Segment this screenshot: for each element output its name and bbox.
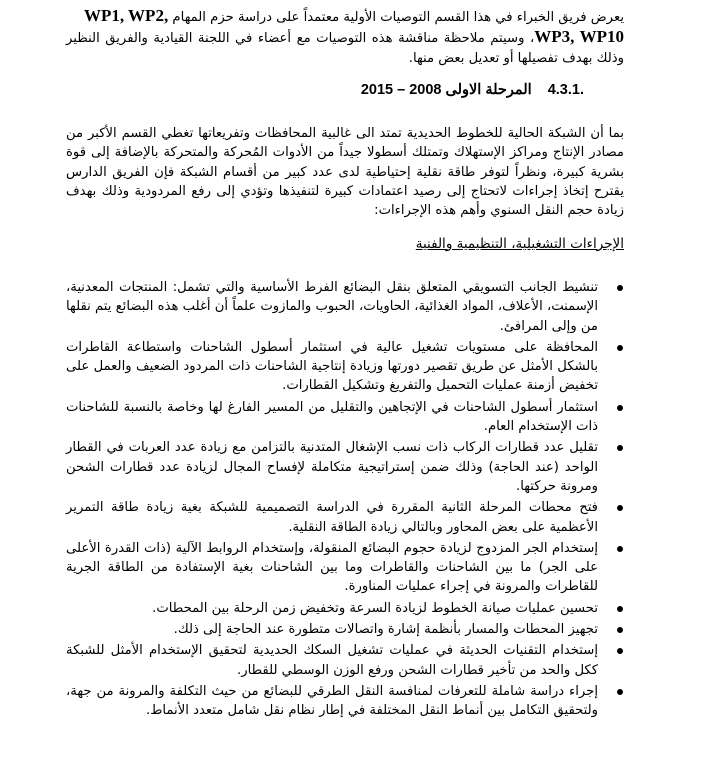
list-item-text: إجراء دراسة شاملة للتعرفات لمنافسة النقل الطرقي للبضائع من حيث التكلفة والمرونة من جهة، ولتحقيق التكامل بين أنماط النقل المختلفة في إطار نظام نقل شامل متعدد الأنماط. <box>66 683 598 719</box>
bullet-icon <box>617 285 623 291</box>
list-item <box>66 338 624 396</box>
bullet-icon <box>617 445 623 451</box>
list-item-text: المحافظة على مستويات تشغيل عالية في استثمار أسطول الشاحنات واستطاعة القاطرات بالشكل الأمثل عن طريق تقصير دورتها وزيادة إنتاجية الشاحنات ذات المردود الضعيف والعمل على تخفيض أزمنة عمليات التحميل والتفريغ وتشكيل القطارات. <box>66 339 598 394</box>
list-item <box>66 498 624 537</box>
list-item <box>66 682 624 721</box>
list-item-text: إستخدام التقنيات الحديثة في عمليات تشغيل السكك الحديدية لتحقيق الإستخدام الأمثل للشبكة ككل والحد من تأخير قطارات الشحن ورفع الوزن الوسطي للقطار. <box>66 643 598 678</box>
intro-line2-text: ، وسيتم ملاحظة مناقشة هذه التوصيات مع أعضاء في اللجنة القيادية والفريق النظير وذلك بهدف تفصيلها أو تعديل بعض منها. <box>66 31 624 66</box>
list-item <box>66 620 624 639</box>
bullet-icon <box>617 345 623 351</box>
list-item-text: إستخدام الجر المزدوج لزيادة حجوم البضائع المنقولة، وإستخدام الروابط الآلية (ذات القدرة الأعلى على الجر) ما بين الشاحنات والقاطرات وما بين الشاحنات بغية الإستفادة من الطاقة الجرية للقاطرات والمرونة في إجراء عمليات المناورة. <box>66 540 598 595</box>
body-paragraph: بما أن الشبكة الحالية للخطوط الحديدية تمتد الى غالبية المحافظات وتفريعاتها تغطي القسم الأكبر من مصادر الإنتاج ومراكز الإستهلاك وتمتلك أسطولا جيداً من الأدوات المُحركة والمتحركة بالإضافة إلى قوة بشرية كبيرة، ونظراً لتوفر طاقة نقلية إحتياطية لدى عدد كبير من أقسام الشبكة فإن الفريق الدارس يقترح إتخاذ إجراءات لاتحتاج إلى رصيد اعتمادات كبيرة لتنفيذها وتؤدي إلى رفع المردودية وذلك بهدف زيادة حجم النقل السنوي وأهم هذه الإجراءات: <box>66 126 624 219</box>
section-title: المرحلة الاولى 2008 – 2015 <box>360 81 532 98</box>
bullet-icon <box>617 627 623 633</box>
measures-list <box>66 278 624 721</box>
list-item <box>66 278 624 336</box>
list-item <box>66 641 624 680</box>
bullet-icon <box>617 546 623 552</box>
list-item-text: تحسين عمليات صيانة الخطوط لزيادة السرعة وتخفيض زمن الرحلة بين المحطات. <box>152 600 598 616</box>
list-item-text: فتح محطات المرحلة الثانية المقررة في الدراسة التصميمية للشبكة بغية زيادة طاقة التمرير الأعظمية على بعض المحاور وبالتالي زيادة الطاقة النقلية. <box>66 500 598 535</box>
list-item <box>66 599 624 618</box>
section-number: 4.3.1. <box>547 81 584 98</box>
list-item-text: تجهيز المحطات والمسار بأنظمة إشارة واتصالات متطورة عند الحاجة إلى ذلك. <box>173 622 598 638</box>
list-item-text: تقليل عدد قطارات الركاب ذات نسب الإشغال المتدنية بالتزامن مع زيادة عدد العربات في القطار الواحد (عند الحاجة) وذلك ضمن إستراتيجية متكاملة لإفساح المجال لزيادة عدد قطارات الشحن ومرونة حركتها. <box>66 440 598 494</box>
intro-work-packages-2: WP3, WP10 <box>534 27 625 47</box>
list-item-text: تنشيط الجانب التسويقي المتعلق بنقل البضائع الفرط الأساسية والتي تشمل: المنتجات المعدنية، الإسمنت، الأعلاف، المواد الغذائية، الحاويات، الحبوب والمازوت علماً أن أغلب هذه البضائع يتم نقلها من وإلى المرافئ. <box>66 279 598 334</box>
bullet-icon <box>617 689 623 695</box>
subheading: الإجراءات التشغيلية، التنظيمية والفنية <box>415 235 624 252</box>
bullet-icon <box>617 405 623 411</box>
bullet-icon <box>617 606 623 612</box>
bullet-icon <box>617 648 623 654</box>
intro-paragraph <box>66 6 624 68</box>
section-heading <box>66 81 624 100</box>
intro-work-packages-1: WP1, WP2, <box>83 6 169 25</box>
bullet-icon <box>617 505 623 511</box>
list-item-text: استثمار أسطول الشاحنات في الإتجاهين والتقليل من المسير الفارغ لها وخاصة بالنسبة للشاحنات ذات الإستخدام العام. <box>66 399 598 435</box>
list-item <box>66 398 624 437</box>
intro-line1-text: يعرض فريق الخبراء في هذا القسم التوصيات الأولية معتمداً على دراسة حزم المهام <box>172 10 624 25</box>
list-item <box>66 438 624 496</box>
list-item <box>66 539 624 597</box>
